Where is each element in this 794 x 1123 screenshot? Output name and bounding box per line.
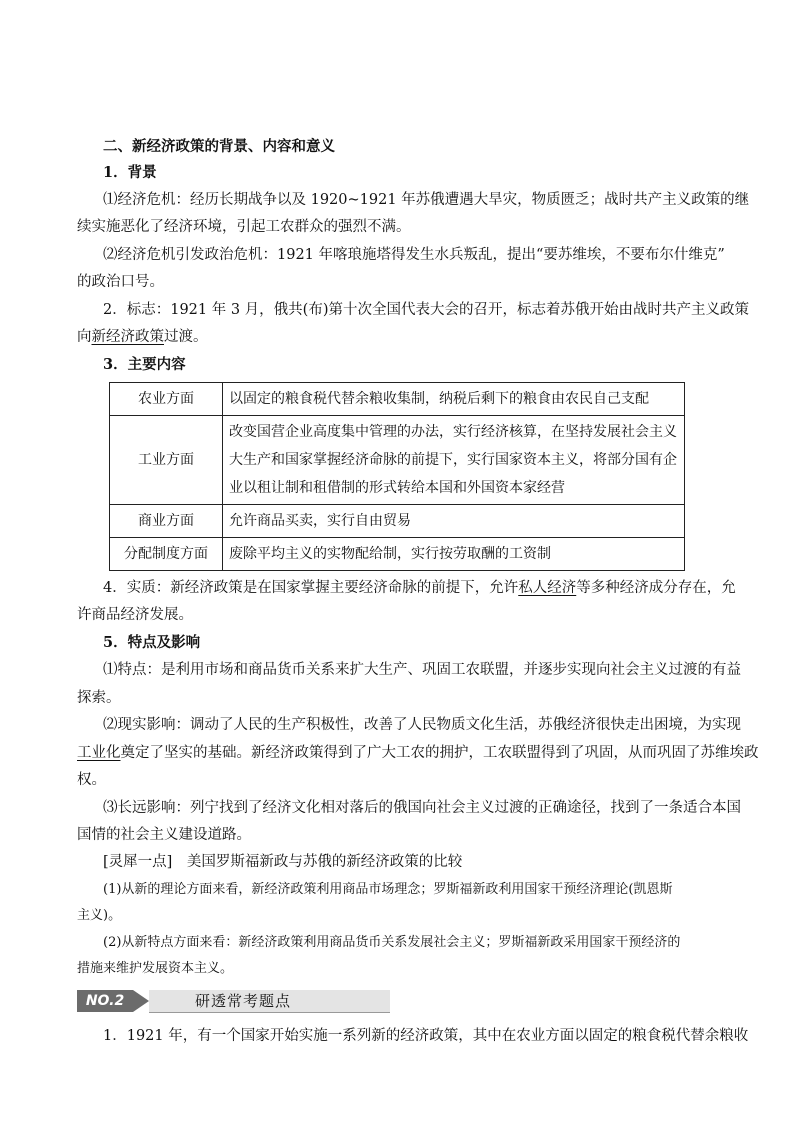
paragraph: 探索。	[77, 690, 121, 706]
insight-title: [灵犀一点] 美国罗斯福新政与苏俄的新经济政策的比较	[103, 854, 463, 870]
paragraph: 2．标志：1921 年 3 月，俄共(布)第十次全国代表大会的召开，标志着苏俄开始由战时共产主义政策	[103, 302, 749, 318]
cell-line: 业以租让制和租借制的形式转给本国和外国资本家经营	[229, 480, 565, 496]
table-row	[110, 383, 685, 416]
table-row	[110, 416, 685, 505]
paragraph: 许商品经济发展。	[77, 607, 193, 623]
banner-tag: NO.2	[77, 990, 133, 1012]
paragraph: ⑴特点：是利用市场和商品货币关系来扩大生产、巩固工农联盟，并逐步实现向社会主义过渡的有益	[103, 662, 741, 678]
paragraph	[103, 577, 736, 599]
cell-line: 改变国营企业高度集中管理的办法，实行经济核算，在坚持发展社会主义	[229, 424, 677, 440]
paragraph: 措施来维护发展资本主义。	[77, 961, 234, 976]
paragraph: (2)从新特点方面来看：新经济政策利用商品货币关系发展社会主义；罗斯福新政采用国家干预经济的	[103, 935, 681, 950]
table-cell-description: 以固定的粮食税代替余粮收集制，纳税后剩下的粮食由农民自己支配	[223, 383, 685, 416]
banner-title: 研透常考题点	[195, 992, 292, 1010]
paragraph	[77, 326, 208, 348]
table-cell-category: 商业方面	[110, 505, 223, 538]
section-title: 二、新经济政策的背景、内容和意义	[103, 138, 335, 155]
table-cell-description: 废除平均主义的实物配给制，实行按劳取酬的工资制	[223, 538, 685, 571]
table-cell-category: 分配制度方面	[110, 538, 223, 571]
paragraph: ⑴经济危机：经历长期战争以及 1920~1921 年苏俄遭遇大旱灾，物质匮乏；战时共产主义政策的继	[103, 192, 750, 208]
underlined-term: 工业化	[77, 745, 121, 761]
cell-line: 大生产和国家掌握经济命脉的前提下，实行国家资本主义，将部分国有企	[229, 452, 677, 468]
paragraph	[77, 742, 759, 764]
text: 4．实质：新经济政策是在国家掌握主要经济命脉的前提下，允许	[103, 580, 519, 596]
paragraph: ⑵经济危机引发政治危机：1921 年喀琅施塔得发生水兵叛乱，提出“要苏维埃，不要布尔什维克”	[103, 247, 725, 263]
paragraph: 续实施恶化了经济环境，引起工农群众的强烈不满。	[77, 219, 411, 235]
text: 向	[77, 329, 92, 345]
content-table	[109, 382, 685, 571]
paragraph: 主义)。	[77, 908, 122, 923]
text: 过渡。	[164, 329, 208, 345]
paragraph: 权。	[77, 772, 106, 788]
table-cell-description: 允许商品买卖，实行自由贸易	[223, 505, 685, 538]
main-content-heading: 3．主要内容	[103, 356, 186, 373]
table-row	[110, 505, 685, 538]
paragraph: ⑶长远影响：列宁找到了经济文化相对落后的俄国向社会主义过渡的正确途径，找到了一条适合本国	[103, 800, 741, 816]
background-heading: 1．背景	[103, 164, 157, 181]
underlined-term: 私人经济	[518, 580, 577, 596]
section-banner	[77, 990, 390, 1012]
underlined-term: 新经济政策	[91, 329, 164, 345]
paragraph: ⑵现实影响：调动了人民的生产积极性，改善了人民物质文化生活，苏俄经济很快走出困境，为实现	[103, 717, 741, 733]
table-row	[110, 538, 685, 571]
question-1: 1．1921 年，有一个国家开始实施一系列新的经济政策，其中在农业方面以固定的粮食税代替余粮收	[103, 1028, 749, 1044]
text: 奠定了坚实的基础。新经济政策得到了广大工农的拥护，工农联盟得到了巩固，从而巩固了苏维埃政	[120, 745, 759, 761]
paragraph: 国情的社会主义建设道路。	[77, 827, 251, 843]
paragraph: 的政治口号。	[77, 274, 164, 290]
text: 等多种经济成分存在，允	[576, 580, 736, 596]
table-cell-category: 农业方面	[110, 383, 223, 416]
table-cell-description	[223, 416, 685, 505]
paragraph: (1)从新的理论方面来看，新经济政策利用商品市场理念；罗斯福新政利用国家干预经济理论(凯恩斯	[103, 882, 673, 897]
features-heading: 5．特点及影响	[103, 634, 201, 651]
table-cell-category: 工业方面	[110, 416, 223, 505]
